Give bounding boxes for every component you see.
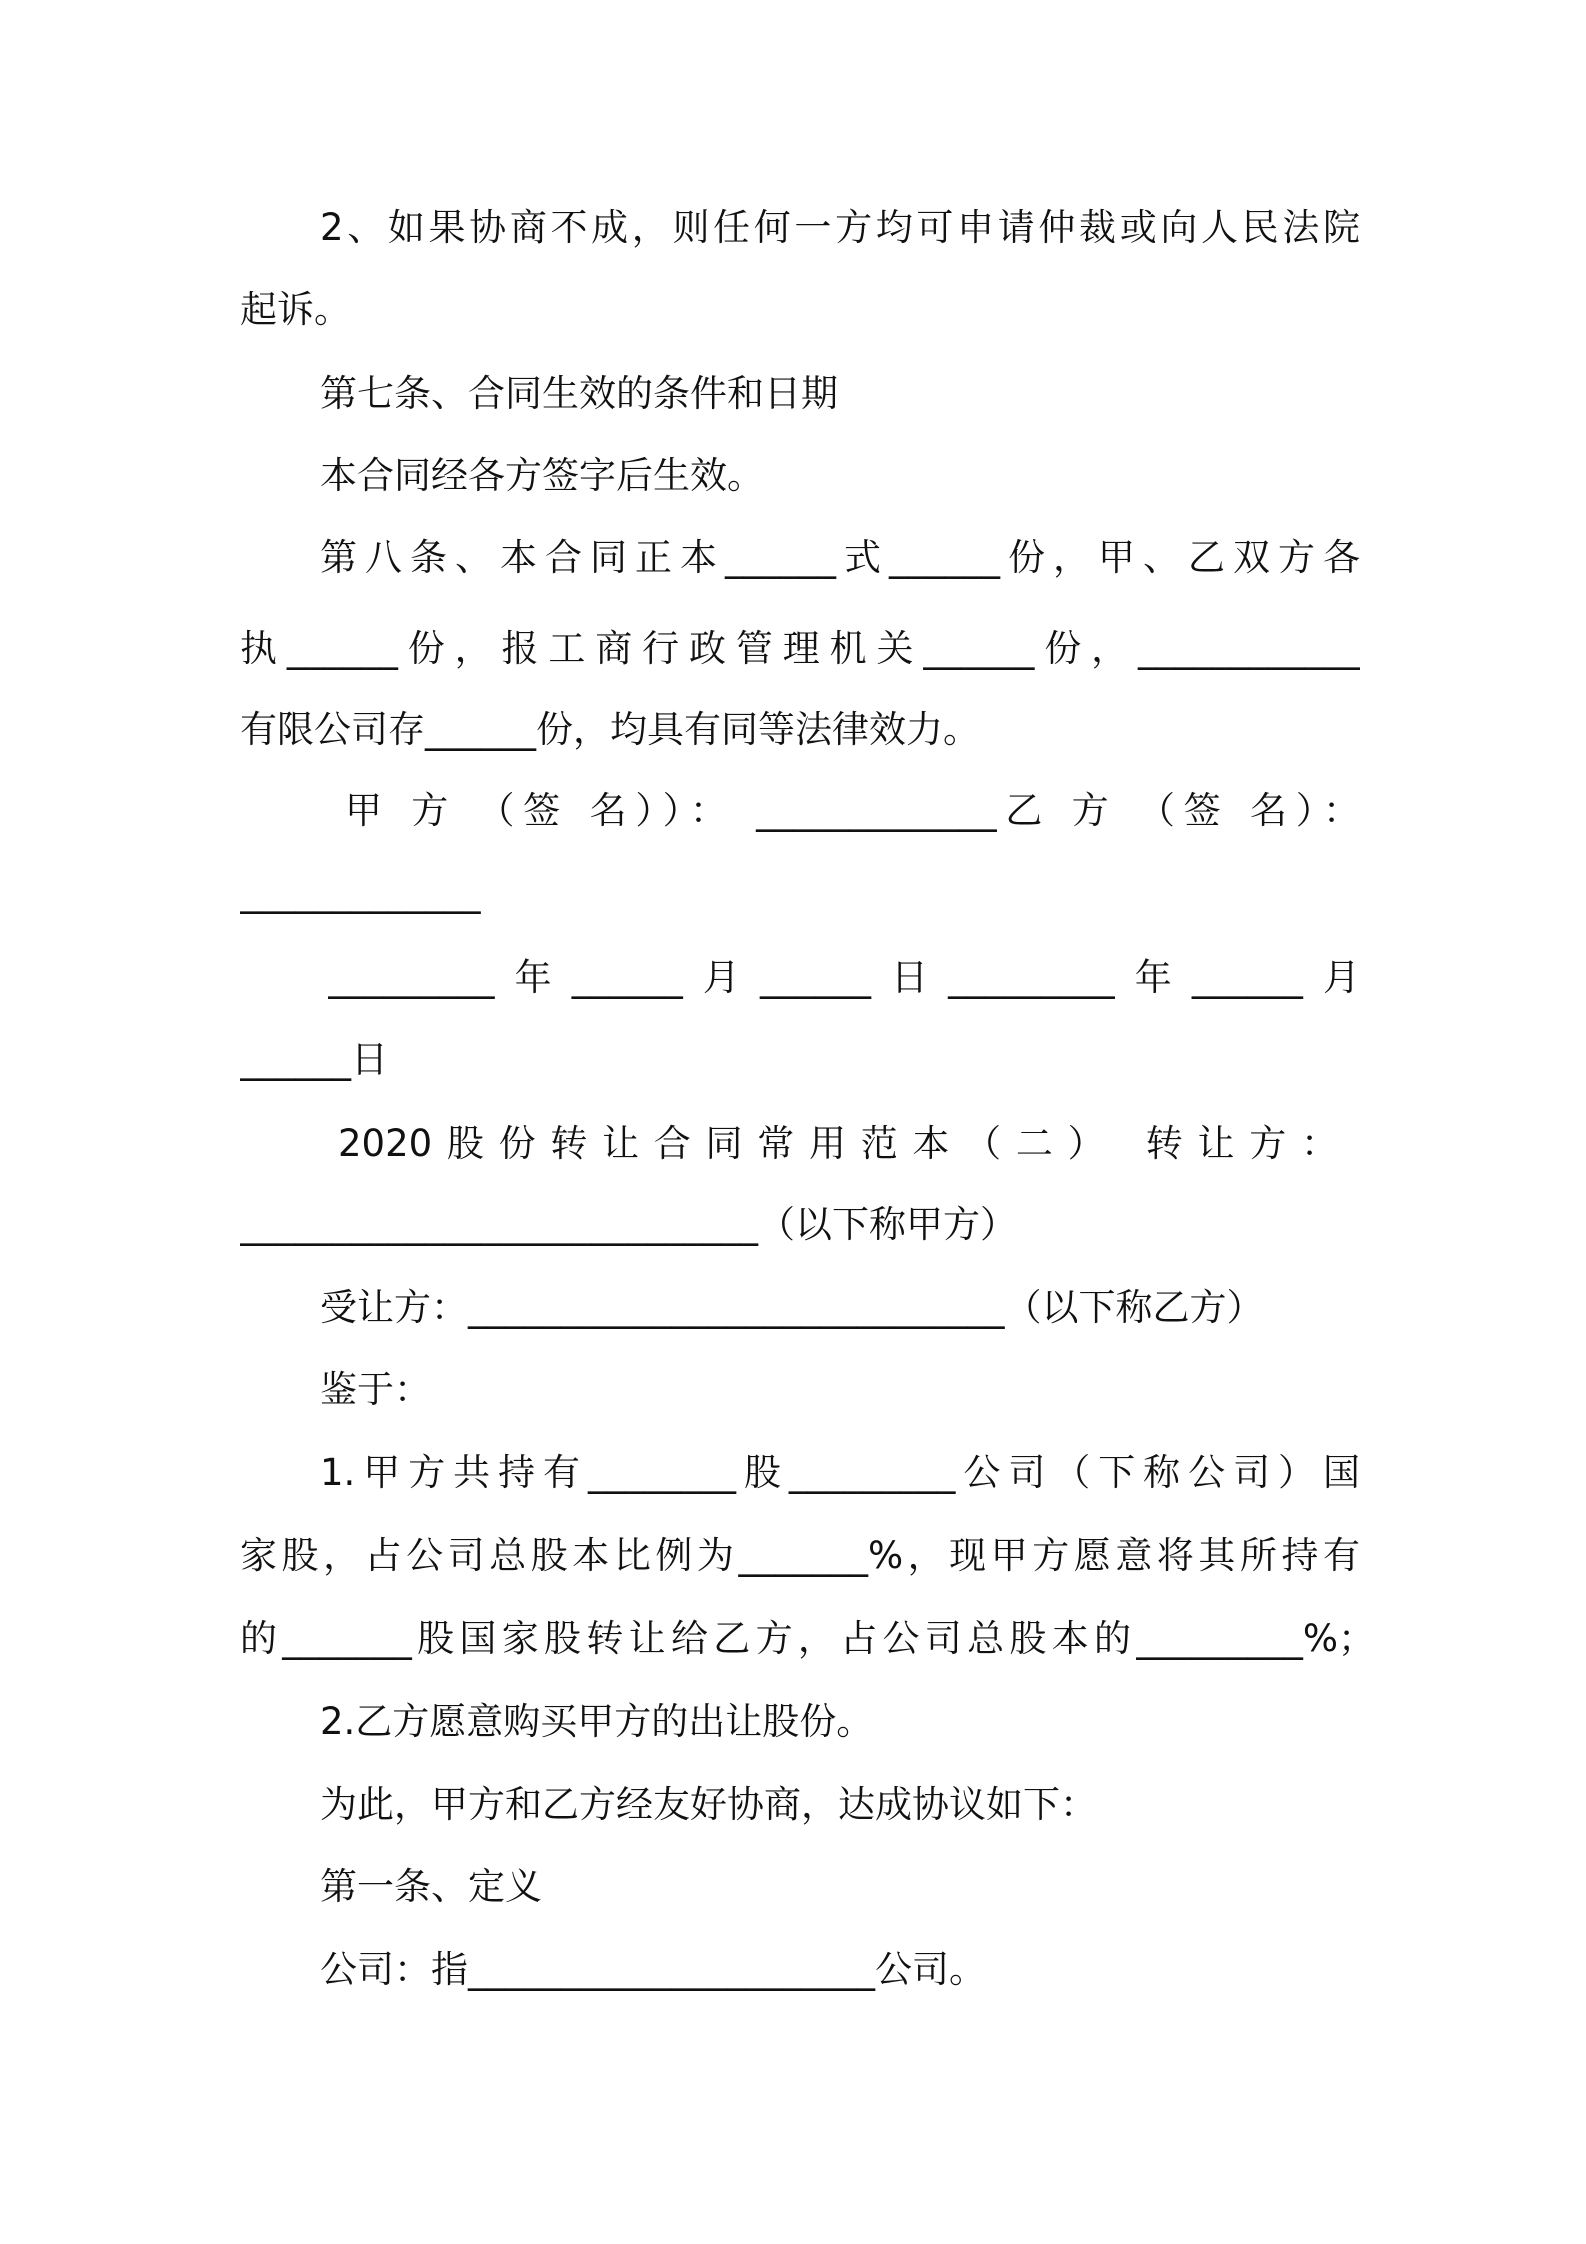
article-8-line-1: 第八条、本合同正本______式______份，甲、乙双方各	[320, 536, 1360, 579]
article-1-heading: 第一条、定义	[320, 1865, 542, 1908]
recital-1-line-3: 的_______股国家股转让给乙方，占公司总股本的_________%；	[240, 1617, 1375, 1660]
agreement-intro: 为此，甲方和乙方经友好协商，达成协议如下：	[320, 1783, 1097, 1826]
article-8-line-3: 有限公司存______份，均具有同等法律效力。	[240, 708, 980, 751]
recital-1-line-2: 家股，占公司总股本比例为_______%，现甲方愿意将其所持有	[240, 1534, 1360, 1577]
template-title-line: 2020股份转让合同常用范本（二） 转让方：	[338, 1122, 1338, 1165]
paragraph-dispute-continuation: 起诉。	[240, 288, 351, 331]
recital-1-line-1: 1.甲方共持有________股_________公司（下称公司）国	[320, 1451, 1360, 1494]
transferee-line: 受让方：_____________________________（以下称乙方）	[320, 1286, 1264, 1329]
whereas-heading: 鉴于：	[320, 1368, 431, 1411]
article-8-line-2: 执______份，报工商行政管理机关______份，____________	[240, 627, 1360, 670]
paragraph-dispute-arbitration: 2、如果协商不成，则任何一方均可申请仲裁或向人民法院	[320, 206, 1360, 249]
article-7-heading: 第七条、合同生效的条件和日期	[320, 372, 838, 415]
signature-line: 甲 方 （签 名））： _____________乙 方 （签 名）：	[345, 789, 1360, 832]
signature-blank: _____________	[240, 871, 481, 914]
recital-2: 2.乙方愿意购买甲方的出让股份。	[320, 1700, 874, 1743]
transferor-line: ____________________________（以下称甲方）	[240, 1203, 1017, 1246]
definition-company: 公司：指______________________公司。	[320, 1948, 986, 1991]
date-line-continuation: ______日	[240, 1038, 388, 1081]
paragraph-effective: 本合同经各方签字后生效。	[320, 454, 764, 497]
date-line: _________年______月______日_________年______月	[328, 956, 1360, 999]
